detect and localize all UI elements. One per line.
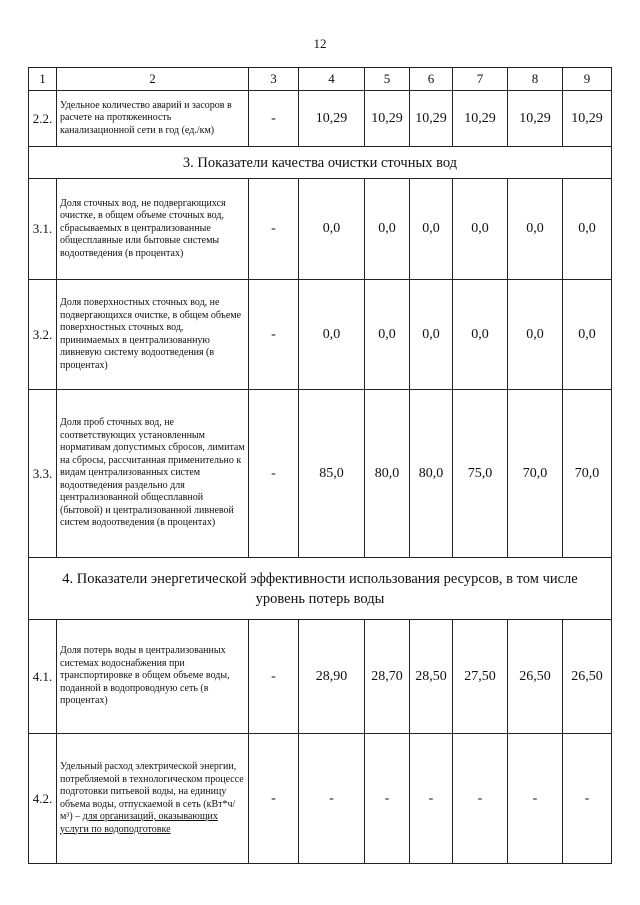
header-cell: 7 [453, 68, 508, 91]
value-cell: 10,29 [299, 91, 365, 147]
table-row [29, 91, 612, 147]
table-row [29, 734, 612, 864]
section-heading: 4. Показатели энергетической эффективности использования ресурсов, в том числе уровень потерь воды [29, 558, 612, 620]
header-cell: 3 [249, 68, 299, 91]
indicator-description: Доля проб сточных вод, не соответствующих установленным нормативам допустимых сбросов, лимитам на сбросы, рассчитанная применительно к видам централизованных систем водоотведения раздельно для централизованной общесплавной (бытовой) и централизованной ливневой систем водоотведения (в процентах) [57, 390, 249, 558]
row-number: 2.2. [29, 91, 57, 147]
indicator-description-underlined: для организаций, оказывающих услуги по водоподготовке [60, 811, 218, 835]
header-cell: 2 [57, 68, 249, 91]
value-cell: 0,0 [563, 179, 612, 280]
table-row [29, 620, 612, 734]
unit-cell: - [249, 179, 299, 280]
unit-cell: - [249, 620, 299, 734]
row-number: 3.1. [29, 179, 57, 280]
value-cell: 0,0 [410, 179, 453, 280]
value-cell: 80,0 [410, 390, 453, 558]
value-cell: 10,29 [508, 91, 563, 147]
header-cell: 5 [365, 68, 410, 91]
value-cell: - [453, 734, 508, 864]
header-cell: 1 [29, 68, 57, 91]
indicator-description: Удельное количество аварий и засоров в расчете на протяженность канализационной сети в год (ед./км) [57, 91, 249, 147]
value-cell: 0,0 [299, 280, 365, 390]
header-cell: 9 [563, 68, 612, 91]
value-cell: 0,0 [453, 179, 508, 280]
indicator-description: Доля поверхностных сточных вод, не подвергающихся очистке, в общем объеме поверхностных сточных вод, принимаемых в централизованную ливневую систему водоотведения (в процентах) [57, 280, 249, 390]
indicator-description [57, 734, 249, 864]
header-cell: 6 [410, 68, 453, 91]
value-cell: 0,0 [365, 179, 410, 280]
value-cell: 0,0 [453, 280, 508, 390]
indicator-description: Доля сточных вод, не подвергающихся очистке, в общем объеме сточных вод, сбрасываемых в централизованные общесплавные или бытовые системы водоотведения (в процентах) [57, 179, 249, 280]
header-cell: 8 [508, 68, 563, 91]
value-cell: 0,0 [365, 280, 410, 390]
value-cell: - [410, 734, 453, 864]
indicator-description-text: Удельный расход электрической энергии, потребляемой в технологическом процессе подготовки питьевой воды, на единицу объема воды, отпускаемой в сеть (кВт*ч/м³) – [60, 761, 244, 822]
value-cell: 0,0 [563, 280, 612, 390]
value-cell: 70,0 [563, 390, 612, 558]
header-cell: 4 [299, 68, 365, 91]
value-cell: 0,0 [299, 179, 365, 280]
section-heading: 3. Показатели качества очистки сточных вод [29, 147, 612, 179]
value-cell: 0,0 [508, 280, 563, 390]
value-cell: 85,0 [299, 390, 365, 558]
row-number: 4.1. [29, 620, 57, 734]
value-cell: 27,50 [453, 620, 508, 734]
table-row [29, 179, 612, 280]
value-cell: 70,0 [508, 390, 563, 558]
table-row [29, 280, 612, 390]
value-cell: 28,50 [410, 620, 453, 734]
row-number: 3.3. [29, 390, 57, 558]
row-number: 4.2. [29, 734, 57, 864]
row-number: 3.2. [29, 280, 57, 390]
value-cell: - [563, 734, 612, 864]
value-cell: 80,0 [365, 390, 410, 558]
header-row [29, 68, 612, 91]
section-row [29, 558, 612, 620]
value-cell: 0,0 [508, 179, 563, 280]
unit-cell: - [249, 734, 299, 864]
value-cell: 75,0 [453, 390, 508, 558]
indicator-description: Доля потерь воды в централизованных системах водоснабжения при транспортировке в общем объеме воды, поданной в водопроводную сеть (в процентах) [57, 620, 249, 734]
value-cell: 10,29 [365, 91, 410, 147]
value-cell: - [299, 734, 365, 864]
value-cell: 0,0 [410, 280, 453, 390]
value-cell: 10,29 [563, 91, 612, 147]
section-row [29, 147, 612, 179]
value-cell: - [508, 734, 563, 864]
value-cell: 26,50 [508, 620, 563, 734]
value-cell: 28,90 [299, 620, 365, 734]
page-number: 12 [313, 36, 327, 51]
unit-cell: - [249, 390, 299, 558]
value-cell: 10,29 [453, 91, 508, 147]
table-row [29, 390, 612, 558]
value-cell: 10,29 [410, 91, 453, 147]
unit-cell: - [249, 280, 299, 390]
value-cell: 26,50 [563, 620, 612, 734]
indicators-table [28, 67, 612, 864]
unit-cell: - [249, 91, 299, 147]
value-cell: 28,70 [365, 620, 410, 734]
value-cell: - [365, 734, 410, 864]
